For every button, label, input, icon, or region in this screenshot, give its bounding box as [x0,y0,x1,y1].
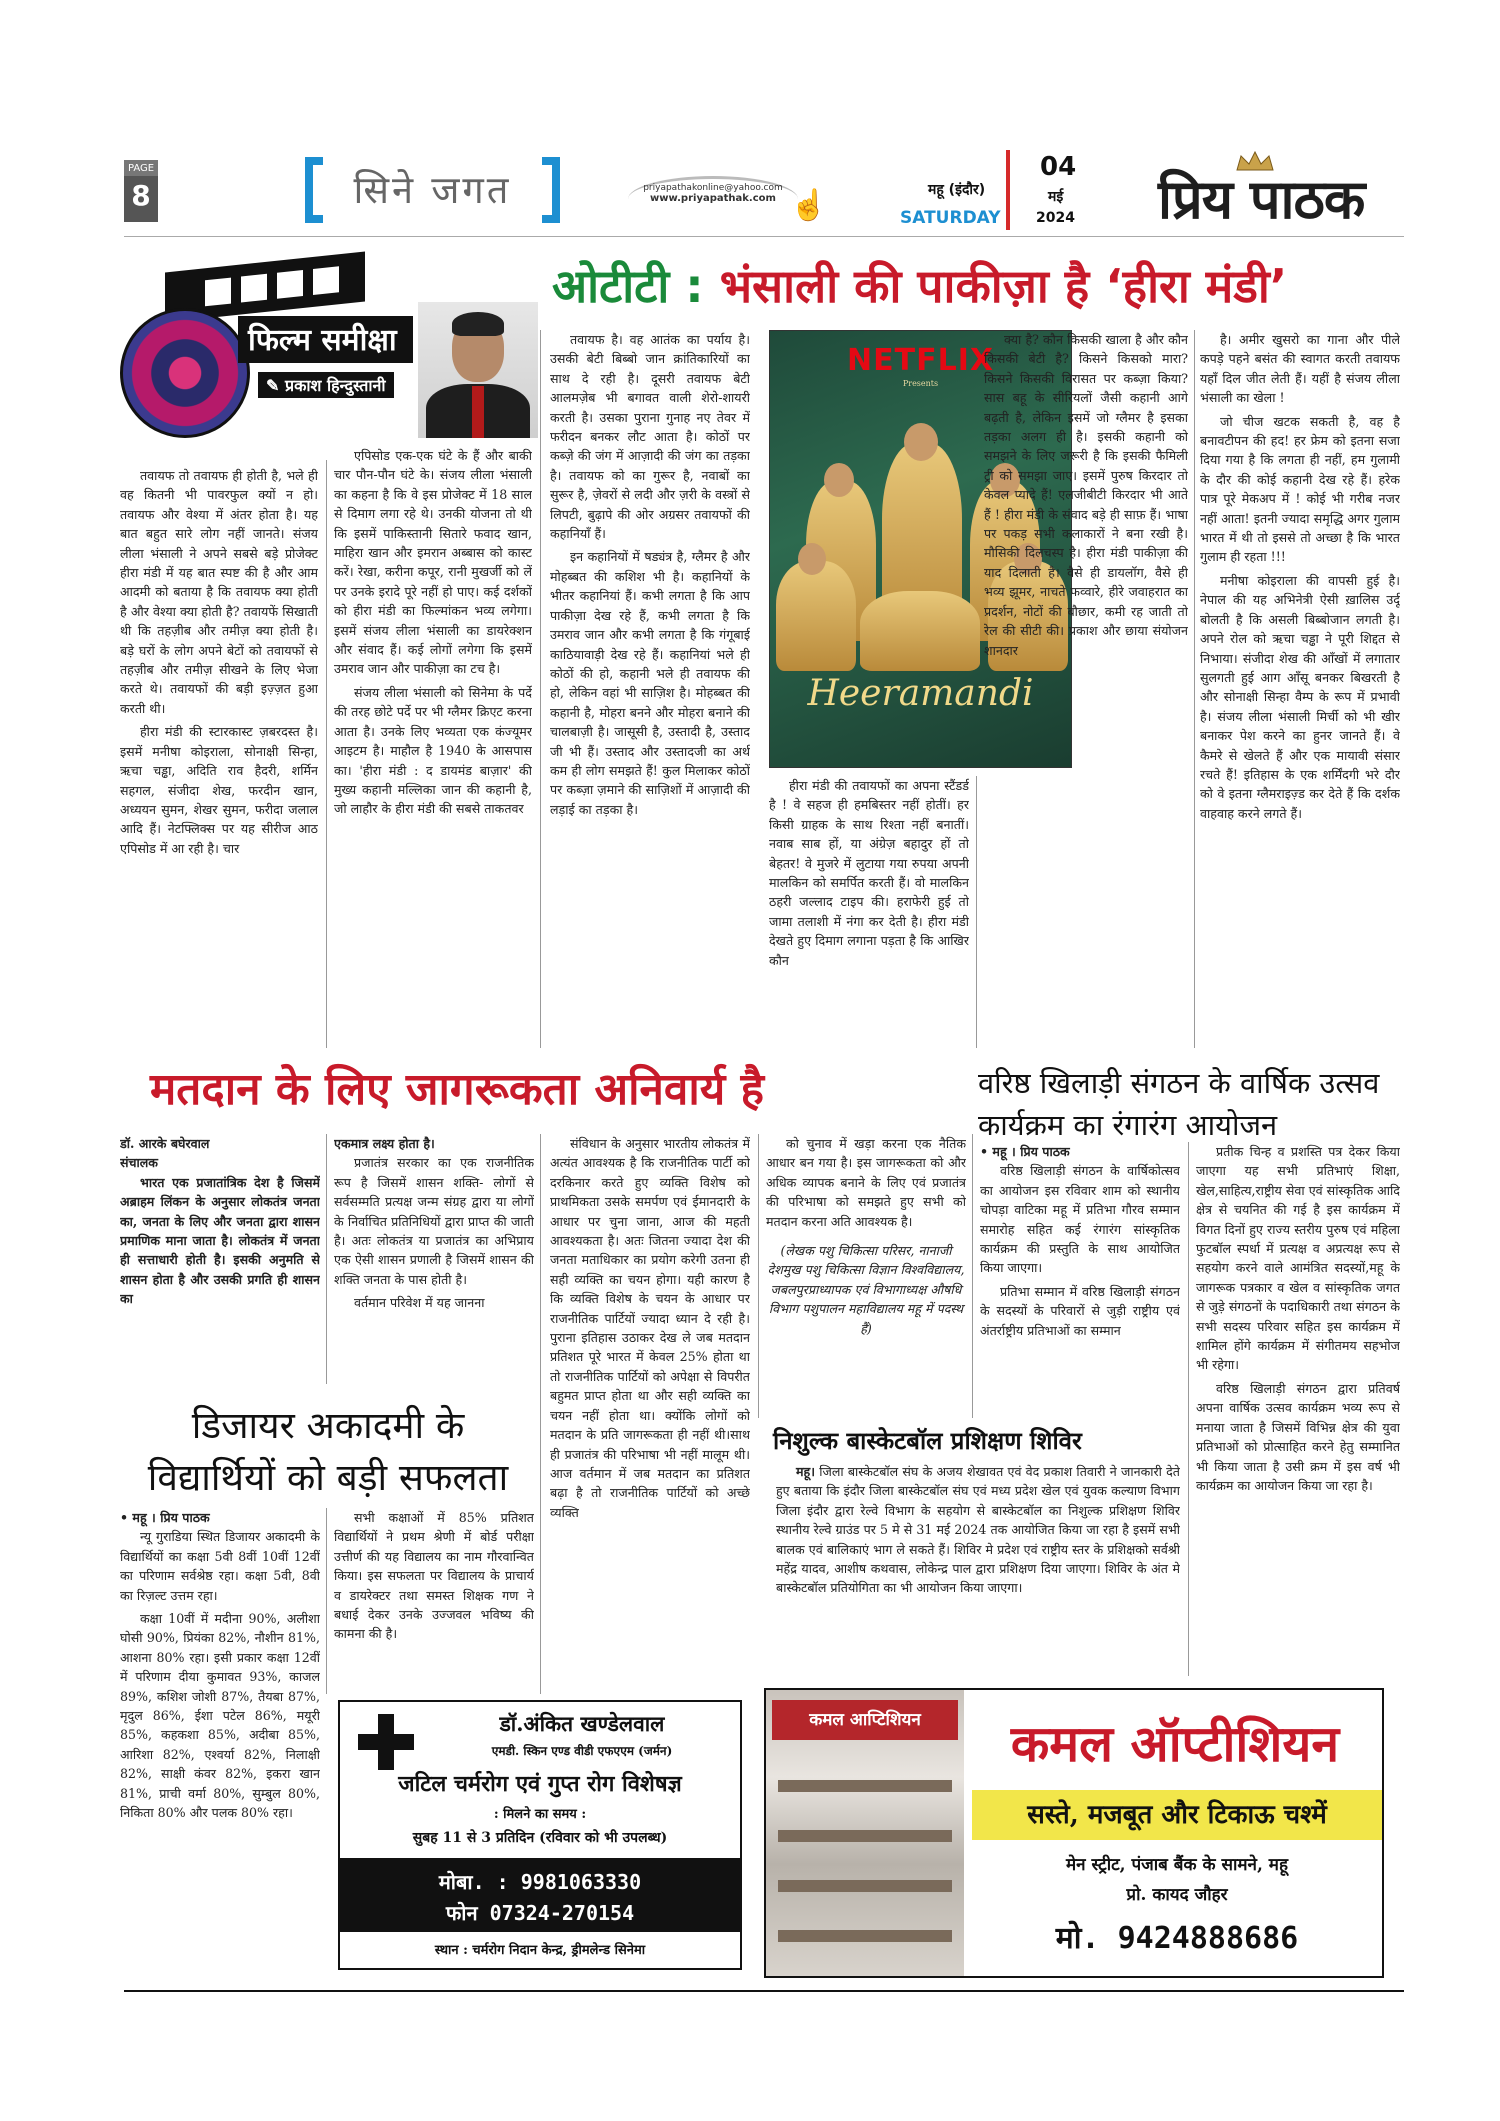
shop-photo [766,1690,964,1978]
headline-prefix: ओटीटी : [552,259,720,313]
column-rule [540,330,541,1048]
sports-column-1 [980,1142,1180,1418]
doctor-advertisement[interactable] [338,1700,742,1970]
paragraph: प्रजातंत्र सरकार का एक राजनीतिक रूप है जिसमें शासन शक्ति- लोगों से सर्वसम्मति प्रत्यक्ष जन्म संग्रह द्वारा या लोगों के निर्वाचित प्रतिनिधियों द्वारा प्राप्त की जाती है। अतः लोकतंत्र या प्रजातंत्र का अभिप्राय एक ऐसी शासन प्रणाली है जिसमें शासन की शक्ति जनता के पास होती है। [334,1155,534,1287]
phone-block [340,1858,740,1932]
optician-tagline: सस्ते, मजबूत और टिकाऊ चश्में [972,1790,1382,1840]
poster-title: Heeramandi [807,673,1034,714]
pointing-hand-icon: ☝ [790,188,828,223]
page-number: 8 [131,179,151,212]
review-author: ✎ प्रकाश हिन्दुस्तानी [258,372,394,398]
optician-mobile[interactable]: मो. 9424888686 [1055,1921,1299,1956]
doctor-name: डॉ.अंकित खण्डेलवाल [499,1711,665,1736]
voting-column-3 [550,1134,750,1688]
doctor-qualification: एमडी. स्किन एण्ड वीडी एफएएम (जर्मन) [491,1744,673,1758]
sports-byline: • महू । प्रिय पाठक [980,1144,1070,1159]
paragraph: संजय लीला भंसाली को सिनेमा के पर्दे की तरह छोटे पर्दे पर भी ग्लैमर क्रिएट करना आता है। उनके लिए भव्यता एक कंज्यूमर आइटम है। माहौल है 1940 के आसपास का। 'हीरा मंडी : द डायमंड बाज़ार' की मुख्य कहानी मल्लिका जान की कहानी है, जो लाहौर के हीरा मंडी की सबसे ताकतवर [334,684,532,817]
review-column-3 [550,330,750,1048]
voting-byline: डॉ. आरके बघेरवाल [120,1136,210,1151]
website[interactable]: www.priyapathak.com [650,193,776,204]
author-photo [418,302,538,438]
email[interactable]: priyapathakonline@yahoo.com [643,183,783,193]
paragraph: प्रतिभा सम्मान में वरिष्ठ खिलाड़ी संगठन के सदस्यों के परिवारों से जुड़ी राष्ट्रीय एवं अंतर्राष्ट्रीय प्रतिभाओं का सम्मान [980,1283,1180,1338]
sports-column-2 [1196,1142,1400,1676]
voting-col2-lead: एकमात्र लक्ष्य होता है। [334,1136,435,1151]
voting-column-1 [120,1134,320,1384]
paragraph: सभी कक्षाओं में 85% प्रतिशत विद्यार्थियों ने प्रथम श्रेणी में बोर्ड परीक्षा उत्तीर्ण की यह विद्यालय का नाम गौरवान्वित किया। इस सफलता पर विद्यालय के प्राचार्य व डायरेक्टर तथा समस्त शिक्षक गण ने बधाई देकर उनके उज्जवल भविष्य की कामना की है। [334,1510,534,1642]
paragraph: इन कहानियों में षड्यंत्र है, ग्लैमर है और मोहब्बत की कशिश भी है। कहानियों के भीतर कहानियां हैं। कभी लगता है कि आप पाकीज़ा देख रहे हैं, कभी लगता है कि उमराव जान और कभी लगता है कि गंगूबाई काठियावाड़ी देख रहे हैं। कहानियां भले ही कोठों की हो, कहानी भले ही तवायफ की हो, लेकिन वहां भी साज़िश है। मोहब्बत की कहानी है, मोहरा बनने और मोहरा बनाने की चालबाज़ी है। जासूसी है, उस्तादी है, उस्ताद जी भी हैं। उस्ताद और उस्तादजी का अर्थ कम ही लोग समझते हैं! कुल मिलाकर कोठों पर कब्ज़ा ज़माने की साज़िशों में आज़ादी की लड़ाई का तड़का है। [550,549,750,817]
paragraph: मनीषा कोइराला की वापसी हुई है। नेपाल की यह अभिनेत्री ऐसी ख़ालिस उर्दू बोलती है कि असली बिब्बोजान लगती है। अपने रोल को ऋचा चड्ढा ने पूरी शिद्दत से निभाया। संजीदा शेख की आँखों में लगातार सुलगती हुई आग आँसू बनकर बिखरती है और सोनाक्षी सिन्हा वैम्प के रूप में प्रभावी है। संजय लीला भंसाली मिर्ची को भी खीर बनाकर पेश करने का हुनर जानते हैं। वे कैमरे से खेलते हैं और एक मायावी संसार रचते हैं! इतिहास के एक शर्मिंदगी भरे दौर को वे इतना ग्लैमराइज़्ड कर देते हैं कि दर्शक वाहवाह करने लगते हैं। [1200,572,1400,821]
doctor-mobile[interactable]: मोबा. : 9981063330 [438,1870,642,1894]
footer-rule [124,1990,1404,1992]
academy-headline [118,1400,538,1504]
header-divider [1006,150,1010,230]
right-bracket [542,157,560,223]
paragraph: क्या है? कौन किसकी खाला है और कौन किसकी बेटी है? किसने किसको मारा? किसने किसकी विरासत पर कब्ज़ा किया? सास बहू के सीरियलों जैसी कहानी आगे बढ़ती है, लेकिन इसमें जो ग्लैमर है इसका तड़का अलग ही है। इसकी कहानी को समझने के लिए जरूरी है कि इसकी फैमिली ट्री को समझा जाए। इसमें पुरुष किरदार तो केवल प्यादे हैं! एलजीबीटी किरदार भी आते हैं ! हीरा मंडी के संवाद बड़े ही साफ़ हैं। भाषा पर पकड़ सभी कलाकारों ने बना रखी है। मौसिकी दिलचस्प है। हीरा मंडी पाकीज़ा की याद दिलाती है। वैसे ही डायलॉग, वैसे ही भव्य झूमर, नाचते फव्वारे, हीरे जवाहरात का प्रदर्शन, नोटों की बौछार, कमी रह जाती तो रेल की सीटी की। प्रकाश और छाया संयोजन शानदार [984,332,1188,658]
paragraph: संविधान के अनुसार भारतीय लोकतंत्र में अत्यंत आवश्यक है कि राजनीतिक पार्टी को दरकिनार करते हुए व्यक्ति विशेष को प्राथमिकता उसके समर्पण एवं ईमानदारी के आधार पर चुना जाना, आज की महती आवश्यकता है। अतः जितना ज्यादा देश की जनता मताधिकार का प्रयोग करेगी उतना ही सही व्यक्ति का चयन होगा। यही कारण है कि व्यक्ति विशेष के चयन के आधार पर राजनीतिक पार्टियों ज्यादा ध्यान दे रही है। पुराना इतिहास उठाकर देख ले जब मतदान प्रतिशत पूरे भारत में केवल 25% होता था तो राजनीतिक पार्टियों को अपेक्षा से विपरीत बहुमत प्राप्त होता था और सही व्यक्ति का चयन नहीं होता था। क्योंकि लोगों को मतदान के प्रति जागरूकता ही नहीं थी।साथ ही प्रजातंत्र की परिभाषा भी नहीं मालूम थी। आज वर्तमान में जब मतदान का प्रतिशत बढ़ा है तो राजनीतिक पार्टियों को अच्छे व्यक्ति [550,1136,750,1520]
edition-place: महू (इंदौर) [928,182,986,198]
academy-column-2 [334,1508,534,1694]
poster-brand: NETFLIX [847,343,994,378]
paragraph: जो चीज खटक सकती है, वह है बनावटीपन की हद! हर फ्रेम को इतना सजा दिया गया है कि लगता ही नहीं, हम गुलामी के दौर की कोई कहानी देख रहे हैं। हरेक पात्र पूरे मेकअप में ! कोई भी गरीब नजर नहीं आता! इतनी ज्यादा समृद्धि अगर गुलाम भारत में थी तो इससे तो अच्छा है कि भारत गुलाम ही रहता !!! [1200,413,1400,565]
poster-presents: Presents [902,379,939,388]
voting-headline: मतदान के लिए जागरूकता अनिवार्य है [150,1064,764,1115]
academy-byline: • महू । प्रिय पाठक [120,1510,210,1525]
voting-lead: भारत एक प्रजातांत्रिक देश है जिसमें अब्राहम लिंकन के अनुसार लोकतंत्र जनता का, जनता के लिए और जनता द्वारा शासन प्रमाणिक माना जाता है। लोकतंत्र में जनता ही सत्ताधारी होती है। इसकी अनुमति से शासन होता है और उसकी प्रगति ही शासन का [120,1174,320,1307]
review-column-5 [984,330,1188,1048]
paragraph: एपिसोड एक-एक घंटे के हैं और बाकी चार पौन-पौन घंटे के। संजय लीला भंसाली का कहना है कि वे इस प्रोजेक्ट में 18 साल से दिमाग लगा रहे थे। उनकी योजना तो थी कि इसमें पाकिस्तानी सितारे फवाद खान, माहिरा खान और इमरान अब्बास को कास्ट करें। रेखा, करीना कपूर, रानी मुखर्जी को लें पर उनके इरादे पूरे नहीं हो पाए। कई दर्शकों को हीरा मंडी का फिल्मांकन भव्य लगेगा। इसमें संजय लीला भंसाली का डायरेक्शन और संवाद हैं। कई लोगों लगेगा कि इसमें उमराव जान और पाकीज़ा का टच है। [334,448,532,677]
review-column-4 [769,776,969,1048]
headline-main: भंसाली की पाकीज़ा है ‘हीरा मंडी’ [719,259,1288,313]
column-rule [540,1134,541,1694]
basketball-text [776,1462,1180,1680]
date-year: 2024 [1036,210,1075,226]
left-bracket [305,157,323,223]
paragraph: न्यू गुराडिया स्थित डिजायर अकादमी के विद्यार्थियों का कक्षा 5वी 8वीं 10वीं 12वीं का परिणाम सर्वश्रेष्ठ रहा। कक्षा 5वी, 8वी का रिज़ल्ट उत्तम रहा। [120,1529,320,1603]
voting-column-4 [766,1134,966,1418]
paragraph: कक्षा 10वीं में मदीना 90%, अलीशा घोसी 90%, प्रियंका 82%, नौशीन 81%, आशना 80% रहा। इसी प्रकार कक्षा 12वीं में परिणाम दीया कुमावत 93%, काजल 89%, कशिश जोशी 87%, तैयबा 87%, मृदुल 86%, ईशा पटेल 86%, मयूरी 85%, कहकशा 85%, अदीबा 85%, आरिशा 82%, एश्वर्या 82%, निलाक्षी 82%, साक्षी कंवर 82%, इकरा खान 81%, प्राची वर्मा 80%, सुम्बुल 80%, निकिता 80% और पलक 80% रहा। [120,1611,320,1821]
academy-column-1 [120,1508,320,1978]
date-day: 04 [1040,152,1077,182]
optician-advertisement[interactable] [764,1688,1384,1978]
sports-headline: वरिष्ठ खिलाड़ी संगठन के वार्षिक उत्सव कार्यक्रम का रंगारंग आयोजन [978,1066,1380,1142]
timing: सुबह 11 से 3 प्रतिदिन (रविवार को भी उपलब्ध) [412,1830,668,1846]
paragraph: हीरा मंडी की तवायफों का अपना स्टैंडर्ड है ! वे सहज ही हमबिस्तर नहीं होतीं। हर किसी ग्राहक के साथ रिश्ता नहीं बनातीं। नवाब साब हों, या अंग्रेज़ बहादुर हों तो बेहतर! वे मुजरे में लुटाया गया रुपया अपनी मालकिन को समर्पित करती हैं। वो मालकिन ठहरी जल्लाद टाइप की। हराफेरी हुई तो जामा तलाशी में नंगा कर देती है। हीरा मंडी देखते हुए दिमाग लगाना पड़ता है कि आखिर कौन [769,778,969,968]
column-rule [1188,1142,1189,1676]
date-month: मई [1048,189,1064,205]
film-review-headline [552,254,1287,316]
section-title: सिने जगत [353,168,512,212]
section-title-box [305,155,560,225]
optician-title: कमल ऑप्टीशियन [1010,1715,1340,1773]
column-rule [326,1134,327,1384]
paragraph: को चुनाव में खड़ा करना एक नैतिक आधार बन गया है। इस जागरूकता को और अधिक व्यापक बनाने के लिए एवं प्रजातंत्र की परिभाषा को समझते हुए सभी को मतदान करना अति आवश्यक है। [766,1136,966,1229]
academy-headline-line-1: डिजायर अकादमी के [191,1404,465,1447]
review-column-1 [120,466,318,1048]
timing-label: : मिलने का समय : [493,1807,587,1822]
film-reel-icon [120,308,250,438]
basketball-dateline: महू। [796,1464,815,1479]
column-rule [972,1134,973,1418]
paragraph: प्रतीक चिन्ह व प्रशस्ति पत्र देकर किया जाएगा यह सभी प्रतिभाएं शिक्षा, खेल,साहित्य,राष्ट्रीय सेवा एवं सांस्कृतिक आदि क्षेत्र से चयनित की गई है इस कार्यक्रम में विगत दिनों हुए राज्य स्तरीय पुरुष एवं महिला फुटबॉल स्पर्धा में प्रत्यक्ष व अप्रत्यक्ष रूप से सहयोग करने वाले आमंत्रित सदस्यों,महू के जागरूक पत्रकार व खेल व सांस्कृतिक जगत से जुड़े संगठनों के पदाधिकारी तथा संगठन के सभी सदस्य परिवार सहित इस कार्यक्रम में शामिल होंगे कार्यक्रम में संगीतमय सहभोज भी रहेगा। [1196,1144,1400,1373]
newspaper-brand: प्रिय पाठक [1158,168,1365,231]
optician-address: मेन स्ट्रीट, पंजाब बैंक के सामने, महू [1066,1855,1288,1875]
film-review-label: फिल्म समीक्षा [238,316,413,363]
column-rule [1194,330,1195,1048]
paragraph: वर्तमान परिवेश में यह जानना [354,1295,485,1311]
paragraph: वरिष्ठ खिलाड़ी संगठन द्वारा प्रतिवर्ष अपना वार्षिक उत्सव कार्यक्रम भव्य रूप से मनाया जाता है जिसमें विभिन्न क्षेत्र की युवा प्रतिभाओं को प्रोत्साहित करने हेतु सम्मानित भी किया जाता है उसी क्रम में इस वर्ष भी कार्यक्रम का आयोजन किया जा रहा है। [1196,1380,1400,1493]
paragraph: हीरा मंडी की स्टारकास्ट ज़बरदस्त है। इसमें मनीषा कोइराला, सोनाक्षी सिन्हा, ऋचा चड्ढा, अदिति राव हैदरी, शर्मिन सहगल, संजीदा शेख, फरदीन खान, अध्ययन सुमन, शेखर सुमन, फरीदा जलाल आदि हैं। नेटफ्लिक्स पर यह सीरीज आठ एपिसोड में आ रही है। चार [120,724,318,856]
author-note: (लेखक पशु चिकित्सा परिसर, नानाजी देशमुख पशु चिकित्सा विज्ञान विश्वविद्यालय, जबलपुरप्राध्यापक एवं विभागाध्यक्ष औषधि विभाग पशुपालन महाविद्यालय महू में पदस्थ हैं) [767,1243,965,1336]
column-rule [326,1508,327,1694]
shop-sign: कमल आप्टिशियन [772,1700,958,1740]
basketball-headline: निशुल्क बास्केटबॉल प्रशिक्षण शिविर [773,1426,1082,1455]
doctor-specialty: जटिल चर्मरोग एवं गुप्त रोग विशेषज्ञ [398,1771,682,1797]
voting-byline-role: संचालक [120,1155,158,1171]
review-column-6 [1200,330,1400,1048]
medical-cross-icon [358,1714,414,1770]
column-rule [326,460,327,1048]
doctor-phone[interactable]: फोन 07324-270154 [445,1901,635,1925]
optician-proprietor: प्रो. कायद जौहर [1126,1885,1228,1905]
academy-headline-line-2: विद्यार्थियों को बड़ी सफलता [147,1456,509,1499]
voting-column-2 [334,1134,534,1384]
page-label: PAGE [124,160,158,176]
review-column-2 [334,446,532,1048]
page-number-box [124,160,158,222]
paragraph: है। अमीर खुसरो का गाना और पीले कपड़े पहने बसंत की स्वागत करती तवायफ यहाँ दिल जीत लेती हैं। यहीं है संजय लीला भंसाली का खेला ! [1200,332,1400,406]
contact-block [628,176,798,222]
doctor-location: स्थान : चर्मरोग निदान केन्द्र, ड्रीमलेन्ड सिनेमा [434,1943,646,1958]
paragraph: तवायफ है। वह आतंक का पर्याय है। उसकी बेटी बिब्बो जान क्रांतिकारियों का साथ दे रही है। दूसरी तवायफ बेटी आलमज़ेब भी बगावत वाली शेरो-शायरी करती है। उसका पुराना गुनाह नए तेवर में फरीदन बनकर लौट आता है। कोठों पर कब्ज़े की जंग में आज़ादी की जंग का तड़का है। तवायफ को का गुरूर है, नवाबों का सुरूर है, ज़ेवरों से लदी और ज़री के वस्त्रों से लिपटी, बुढ़ापे की ओर अग्रसर तवायफों की कहानियाँ हैं। [550,332,750,542]
day-name: SATURDAY [900,208,1001,228]
basketball-body: जिला बास्केटबॉल संघ के अजय शेखावत एवं वेद प्रकाश तिवारी ने जानकारी देते हुए बताया कि इंदौर जिला बास्केटबॉल संघ एवं मध्य प्रदेश खेल एवं युवक कल्याण विभाग जिला इंदौर द्वारा रेल्वे विभाग के सहयोग से बास्केटबॉल का निशुल्क प्रशिक्षण शिविर स्थानीय रेल्वे ग्राउंड पर 5 मे से 31 मई 2024 तक आयोजित किया जा रहा है इसमें सभी बालक एवं बालिकाएं भाग ले सकते हैं। शिविर मे प्रदेश एवं राष्ट्रीय स्तर के प्रशिक्षको सर्वश्री महेंद्र यादव, आशीष कथवास, लोकेन्द्र पाल द्वारा प्रशिक्षण दिया जाएगा। शिविर के अंत मे बास्केटबॉल प्रतियोगिता का भी आयोजन किया जाएगा। [776,1464,1180,1596]
paragraph: वरिष्ठ खिलाड़ी संगठन के वार्षिकोत्सव का आयोजन इस रविवार शाम को स्थानीय चोपड़ा वाटिका महू में प्रतिभा गौरव सम्मान समारोह सहित कई रंगारंग सांस्कृतिक कार्यक्रम की प्रस्तुति के साथ आयोजित किया जाएगा। [980,1163,1180,1276]
paragraph: तवायफ तो तवायफ ही होती है, भले ही वह कितनी भी पावरफुल क्यों न हो। तवायफ और वेश्या में अंतर होता है। यह बात बहुत सारे लोग नहीं जानते। संजय लीला भंसाली ने अपने सबसे बड़े प्रोजेक्ट हीरा मंडी में यह बात स्पष्ट की है और आम आदमी को बताया है कि तवायफ क्या होती है और वेश्या क्या होती है? तवायफें सिखाती थी कि तहज़ीब और तमीज़ क्या होती है। बड़े घरों के लोग अपने बेटों को तवायफों से तहज़ीब और तमीज़ सीखने के लिए भेजा करते थे। तवायफों की बड़ी इज़्ज़त हुआ करती थी। [120,468,318,716]
column-rule [758,1134,759,1418]
column-rule [976,776,977,1048]
header-rule [124,236,1404,237]
